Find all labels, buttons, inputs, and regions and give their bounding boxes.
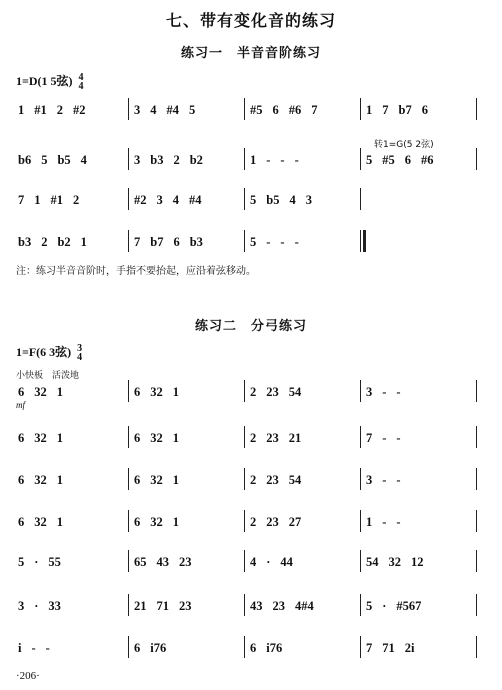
exercise2-row	[16, 596, 486, 616]
note: 23	[179, 598, 192, 613]
exercise1-measure	[18, 190, 126, 210]
note: -	[266, 152, 271, 167]
note: 4#4	[295, 598, 314, 613]
note: b3	[150, 152, 164, 167]
exercise2-measure	[18, 512, 126, 532]
note: 21	[134, 598, 147, 613]
note: 2	[173, 152, 180, 167]
note: 21	[288, 430, 302, 445]
note: 12	[411, 554, 424, 569]
exercise2-measure	[134, 596, 242, 616]
note: #4	[189, 192, 202, 207]
note: 32	[34, 430, 47, 445]
note: 44	[280, 554, 293, 569]
note: 3	[18, 598, 25, 613]
barline	[476, 636, 477, 658]
note: 2	[41, 234, 48, 249]
exercise2-measure	[366, 552, 474, 572]
barline	[476, 468, 477, 490]
final-barline	[360, 230, 365, 252]
exercise1-measure	[134, 190, 242, 210]
exercise2-measure	[250, 552, 358, 572]
exercise1-row	[16, 190, 486, 210]
barline	[244, 550, 245, 572]
barline	[244, 98, 245, 120]
note: 54	[288, 384, 302, 399]
note: 1	[250, 152, 257, 167]
note: 4	[150, 102, 157, 117]
barline	[360, 148, 361, 170]
note: 2	[250, 430, 257, 445]
exercise2-measure	[250, 512, 358, 532]
note: 32	[388, 554, 401, 569]
note: 43	[250, 598, 263, 613]
barline	[128, 636, 129, 658]
note: #4	[166, 102, 179, 117]
note: 6	[134, 472, 141, 487]
exercise2-measure	[18, 638, 126, 658]
note: 1	[34, 192, 41, 207]
barline	[244, 510, 245, 532]
exercise1-measure	[134, 232, 242, 252]
note: 5	[366, 598, 373, 613]
note: b5	[57, 152, 71, 167]
note: 3	[156, 192, 163, 207]
note: b5	[266, 192, 280, 207]
note: -	[382, 514, 387, 529]
note: 5	[366, 152, 373, 167]
note: -	[382, 430, 387, 445]
barline	[476, 550, 477, 572]
note: 6	[18, 514, 25, 529]
note: 33	[48, 598, 61, 613]
note: 55	[48, 554, 61, 569]
note: 1	[18, 102, 25, 117]
barline	[244, 468, 245, 490]
note: 5	[18, 554, 25, 569]
note: -	[396, 514, 401, 529]
barline	[128, 510, 129, 532]
barline	[476, 148, 477, 170]
exercise2-row	[16, 512, 486, 532]
exercise1-measure	[134, 150, 242, 170]
exercise1-measure	[250, 100, 358, 120]
exercise2-measure	[134, 512, 242, 532]
exercise2-row	[16, 470, 486, 490]
note: b3	[189, 234, 203, 249]
note: ·	[266, 554, 271, 569]
page-number: ·206·	[16, 670, 40, 682]
note: -	[294, 234, 299, 249]
exercise2-row	[16, 382, 486, 402]
note: -	[396, 472, 401, 487]
note: 6	[272, 102, 279, 117]
exercise1-key: 1=D(1 5弦)	[16, 74, 73, 88]
exercise2-measure	[366, 470, 474, 490]
note: 1	[172, 430, 179, 445]
note: 7	[382, 102, 389, 117]
barline	[360, 510, 361, 532]
note: #1	[34, 102, 47, 117]
barline	[128, 594, 129, 616]
dynamic-marking: mf	[16, 400, 25, 410]
note: 3	[134, 152, 141, 167]
exercise1-key-signature	[16, 72, 84, 91]
barline	[244, 426, 245, 448]
exercise2-measure	[134, 470, 242, 490]
barline	[476, 510, 477, 532]
exercise2-measure	[250, 638, 358, 658]
barline	[128, 468, 129, 490]
note: 1	[56, 472, 63, 487]
note: #1	[50, 192, 63, 207]
barline	[128, 148, 129, 170]
exercise1-measure	[250, 150, 358, 170]
exercise2-measure	[366, 512, 474, 532]
note: 32	[150, 384, 163, 399]
note: b7	[398, 102, 412, 117]
modulation-label: 转1=G(5 2弦)	[374, 140, 434, 150]
exercise2-key: 1=F(6 3弦)	[16, 345, 72, 359]
note: -	[280, 234, 285, 249]
note: 2	[250, 384, 257, 399]
note: 3	[305, 192, 312, 207]
note: 1	[80, 234, 87, 249]
exercise2-measure	[134, 382, 242, 402]
barline	[360, 98, 361, 120]
note: 3	[366, 472, 373, 487]
note: 54	[288, 472, 302, 487]
note: 1	[366, 514, 373, 529]
note: 5	[41, 152, 48, 167]
barline	[244, 594, 245, 616]
barline	[476, 594, 477, 616]
note: 32	[150, 472, 163, 487]
barline	[476, 98, 477, 120]
barline	[128, 426, 129, 448]
note: 1	[56, 384, 63, 399]
exercise2-measure	[366, 638, 474, 658]
exercise2-measure	[18, 596, 126, 616]
note: 65	[134, 554, 147, 569]
exercise1-measure	[250, 190, 358, 210]
note: 43	[156, 554, 169, 569]
note: 4	[250, 554, 257, 569]
note: ·	[382, 598, 387, 613]
exercise2-measure	[134, 638, 242, 658]
barline	[476, 426, 477, 448]
note: 27	[288, 514, 302, 529]
barline	[360, 550, 361, 572]
note: 2i	[404, 640, 415, 655]
note: 71	[382, 640, 395, 655]
barline	[476, 380, 477, 402]
tempo-marking: 小快板 活泼地	[16, 371, 80, 381]
note: 32	[150, 514, 163, 529]
note: -	[382, 384, 387, 399]
exercise2-heading: 练习二 分弓练习	[194, 318, 307, 333]
note: 32	[150, 430, 163, 445]
note: 7	[134, 234, 141, 249]
note: 5	[250, 234, 257, 249]
note: 3	[366, 384, 373, 399]
note: 3	[134, 102, 141, 117]
barline	[244, 148, 245, 170]
note: 4	[289, 192, 296, 207]
barline	[360, 188, 361, 210]
note: 6	[18, 384, 25, 399]
barline	[244, 636, 245, 658]
note: 5	[250, 192, 257, 207]
note: 54	[366, 554, 379, 569]
note: 6	[18, 472, 25, 487]
note: b6	[18, 152, 32, 167]
exercise2-measure	[366, 382, 474, 402]
note: 32	[34, 384, 47, 399]
note: -	[280, 152, 285, 167]
barline	[244, 230, 245, 252]
exercise1-heading: 练习一 半音音阶练习	[180, 45, 321, 60]
note: 23	[179, 554, 192, 569]
note: i	[18, 640, 22, 655]
note: 1	[56, 430, 63, 445]
exercise2-measure	[250, 382, 358, 402]
note: #2	[134, 192, 147, 207]
note: ·	[34, 554, 39, 569]
barline	[128, 550, 129, 572]
note: 1	[172, 384, 179, 399]
note: 23	[266, 514, 279, 529]
note: 1	[172, 472, 179, 487]
note: i76	[266, 640, 283, 655]
note: #5	[250, 102, 263, 117]
note: #2	[73, 102, 86, 117]
note: #5	[382, 152, 395, 167]
barline	[360, 468, 361, 490]
note: #6	[288, 102, 302, 117]
exercise1-row	[16, 232, 486, 252]
note: 23	[266, 430, 279, 445]
note: 2	[250, 514, 257, 529]
note: 32	[34, 514, 47, 529]
exercise2-measure	[18, 382, 126, 402]
exercise1-measure	[18, 150, 126, 170]
note: ·	[34, 598, 39, 613]
note: 2	[73, 192, 80, 207]
exercise2-measure	[250, 428, 358, 448]
note: 7	[311, 102, 318, 117]
exercise2-row	[16, 552, 486, 572]
note: 6	[173, 234, 180, 249]
note: 6	[404, 152, 411, 167]
note: 23	[266, 384, 279, 399]
note: -	[266, 234, 271, 249]
note: 23	[266, 472, 279, 487]
note: 1	[172, 514, 179, 529]
barline	[244, 380, 245, 402]
note: 6	[134, 514, 141, 529]
barline	[128, 230, 129, 252]
exercise2-measure	[366, 596, 474, 616]
exercise2-measure	[250, 596, 358, 616]
exercise1-measure	[18, 100, 126, 120]
note: 4	[80, 152, 87, 167]
exercise2-measure	[18, 552, 126, 572]
note: 6	[134, 384, 141, 399]
barline	[128, 188, 129, 210]
note: b3	[18, 234, 32, 249]
note: 6	[134, 640, 141, 655]
note: 1	[366, 102, 373, 117]
note: 32	[34, 472, 47, 487]
note: i76	[150, 640, 167, 655]
exercise1-row	[16, 150, 486, 170]
note: -	[31, 640, 36, 655]
note: 6	[18, 430, 25, 445]
note: 6	[250, 640, 257, 655]
exercise2-key-signature	[16, 343, 82, 362]
note: 2	[56, 102, 63, 117]
page-title: 七、带有变化音的练习	[165, 13, 336, 30]
note: 7	[18, 192, 25, 207]
barline	[244, 188, 245, 210]
exercise1-footnote: 注：练习半音音阶时，手指不要抬起，应沿着弦移动。	[16, 266, 256, 277]
note: 1	[56, 514, 63, 529]
note: #567	[396, 598, 422, 613]
note: 4	[172, 192, 179, 207]
note: 6	[134, 430, 141, 445]
barline	[128, 380, 129, 402]
barline	[128, 98, 129, 120]
note: -	[396, 430, 401, 445]
exercise1-measure	[134, 100, 242, 120]
note: b2	[57, 234, 71, 249]
note: b2	[189, 152, 203, 167]
note: 5	[189, 102, 196, 117]
note: b7	[150, 234, 164, 249]
note: -	[45, 640, 50, 655]
exercise1-measure	[366, 100, 474, 120]
exercise2-row	[16, 638, 486, 658]
note: #6	[421, 152, 434, 167]
note: 7	[366, 640, 373, 655]
exercise2-measure	[134, 552, 242, 572]
barline	[360, 426, 361, 448]
barline	[360, 636, 361, 658]
barline	[360, 380, 361, 402]
exercise1-measure	[366, 150, 474, 170]
note: 23	[272, 598, 285, 613]
note: 2	[250, 472, 257, 487]
exercise2-measure	[18, 470, 126, 490]
exercise1-measure	[18, 232, 126, 252]
exercise1-time-signature: 4 4	[78, 72, 84, 93]
exercise1-row	[16, 100, 486, 120]
exercise2-measure	[366, 428, 474, 448]
exercise2-measure	[250, 470, 358, 490]
note: 71	[156, 598, 169, 613]
exercise1-measure	[250, 232, 358, 252]
barline	[360, 594, 361, 616]
note: 7	[366, 430, 373, 445]
note: -	[396, 384, 401, 399]
exercise2-time-signature: 3 4	[77, 343, 83, 364]
note: -	[382, 472, 387, 487]
exercise2-measure	[18, 428, 126, 448]
note: -	[294, 152, 299, 167]
exercise2-row	[16, 428, 486, 448]
note: 6	[421, 102, 428, 117]
exercise2-measure	[134, 428, 242, 448]
